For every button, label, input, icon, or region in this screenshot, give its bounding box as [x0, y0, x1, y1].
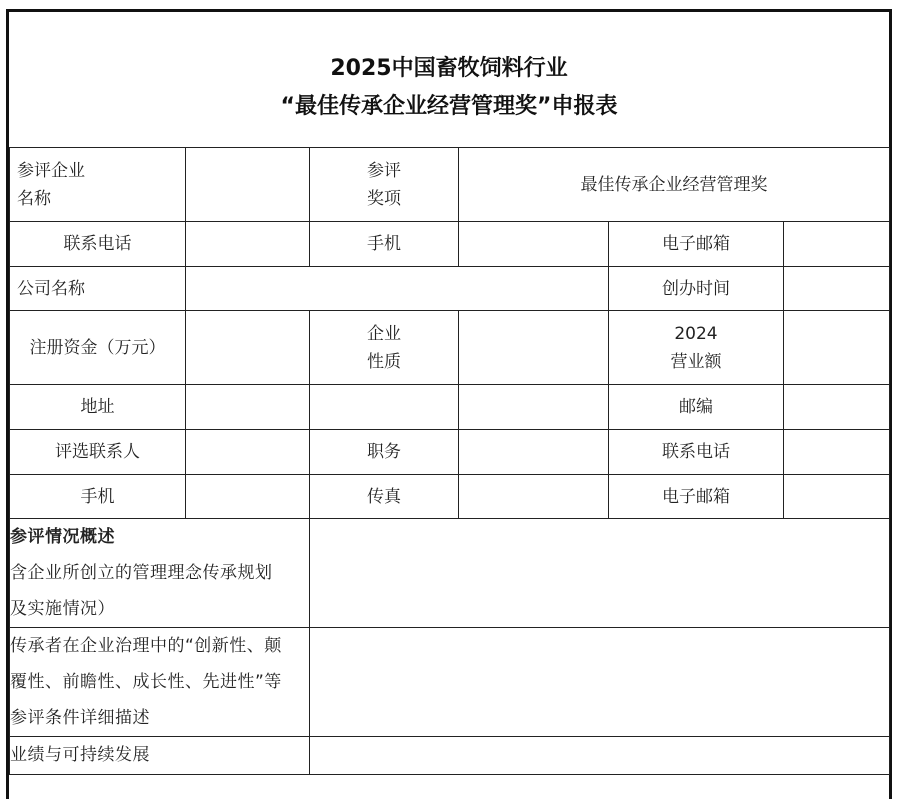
liaison-input-cell[interactable]	[186, 430, 310, 475]
position-label: 职务	[310, 430, 459, 475]
liaison-phone-label: 联系电话	[609, 430, 784, 475]
form-title	[9, 50, 889, 126]
revenue-input-cell[interactable]	[784, 311, 890, 385]
row-liaison-mobile	[10, 475, 890, 519]
row-contact	[10, 222, 890, 267]
innovation-label: 传承者在企业治理中的“创新性、颠 覆性、前瞻性、成长性、先进性”等 参评条件详细描述	[10, 628, 310, 737]
liaison-mobile-input-cell[interactable]	[186, 475, 310, 519]
performance-input-cell[interactable]	[310, 737, 890, 775]
address-input-cell-3[interactable]	[459, 385, 609, 430]
company-full-name-input-cell[interactable]	[186, 267, 609, 311]
performance-label: 业绩与可持续发展	[10, 737, 310, 775]
position-input-cell[interactable]	[459, 430, 609, 475]
row-liaison	[10, 430, 890, 475]
mobile-input-cell[interactable]	[459, 222, 609, 267]
phone-label: 联系电话	[10, 222, 186, 267]
title-line-1: 2025中国畜牧饲料行业	[330, 56, 568, 81]
email-label: 电子邮箱	[609, 222, 784, 267]
company-name-input-cell[interactable]	[186, 148, 310, 222]
award-label: 参评 奖项	[310, 148, 459, 222]
row-company-award	[10, 148, 890, 222]
title-line-2: “最佳传承企业经营管理奖”申报表	[280, 94, 618, 119]
row-company-name	[10, 267, 890, 311]
overview-input-cell[interactable]	[310, 519, 890, 628]
capital-label: 注册资金（万元）	[10, 311, 186, 385]
company-name-label: 参评企业 名称	[10, 148, 186, 222]
award-value: 最佳传承企业经营管理奖	[459, 148, 890, 222]
row-capital	[10, 311, 890, 385]
liaison-phone-input-cell[interactable]	[784, 430, 890, 475]
row-overview	[10, 519, 890, 628]
nature-input-cell[interactable]	[459, 311, 609, 385]
address-input-cell-1[interactable]	[186, 385, 310, 430]
innovation-input-cell[interactable]	[310, 628, 890, 737]
fax-input-cell[interactable]	[459, 475, 609, 519]
address-label: 地址	[10, 385, 186, 430]
postcode-input-cell[interactable]	[784, 385, 890, 430]
email-input-cell[interactable]	[784, 222, 890, 267]
postcode-label: 邮编	[609, 385, 784, 430]
row-innovation	[10, 628, 890, 737]
company-full-name-label: 公司名称	[10, 267, 186, 311]
founded-input-cell[interactable]	[784, 267, 890, 311]
address-input-cell-2[interactable]	[310, 385, 459, 430]
founded-label: 创办时间	[609, 267, 784, 311]
phone-input-cell[interactable]	[186, 222, 310, 267]
row-address	[10, 385, 890, 430]
liaison-email-input-cell[interactable]	[784, 475, 890, 519]
revenue-label: 2024 营业额	[609, 311, 784, 385]
liaison-email-label: 电子邮箱	[609, 475, 784, 519]
fax-label: 传真	[310, 475, 459, 519]
liaison-mobile-label: 手机	[10, 475, 186, 519]
mobile-label: 手机	[310, 222, 459, 267]
nature-label: 企业 性质	[310, 311, 459, 385]
overview-label: 参评情况概述 含企业所创立的管理理念传承规划 及实施情况）	[10, 519, 310, 628]
capital-input-cell[interactable]	[186, 311, 310, 385]
application-form-table	[9, 147, 890, 775]
liaison-label: 评选联系人	[10, 430, 186, 475]
row-performance	[10, 737, 890, 775]
